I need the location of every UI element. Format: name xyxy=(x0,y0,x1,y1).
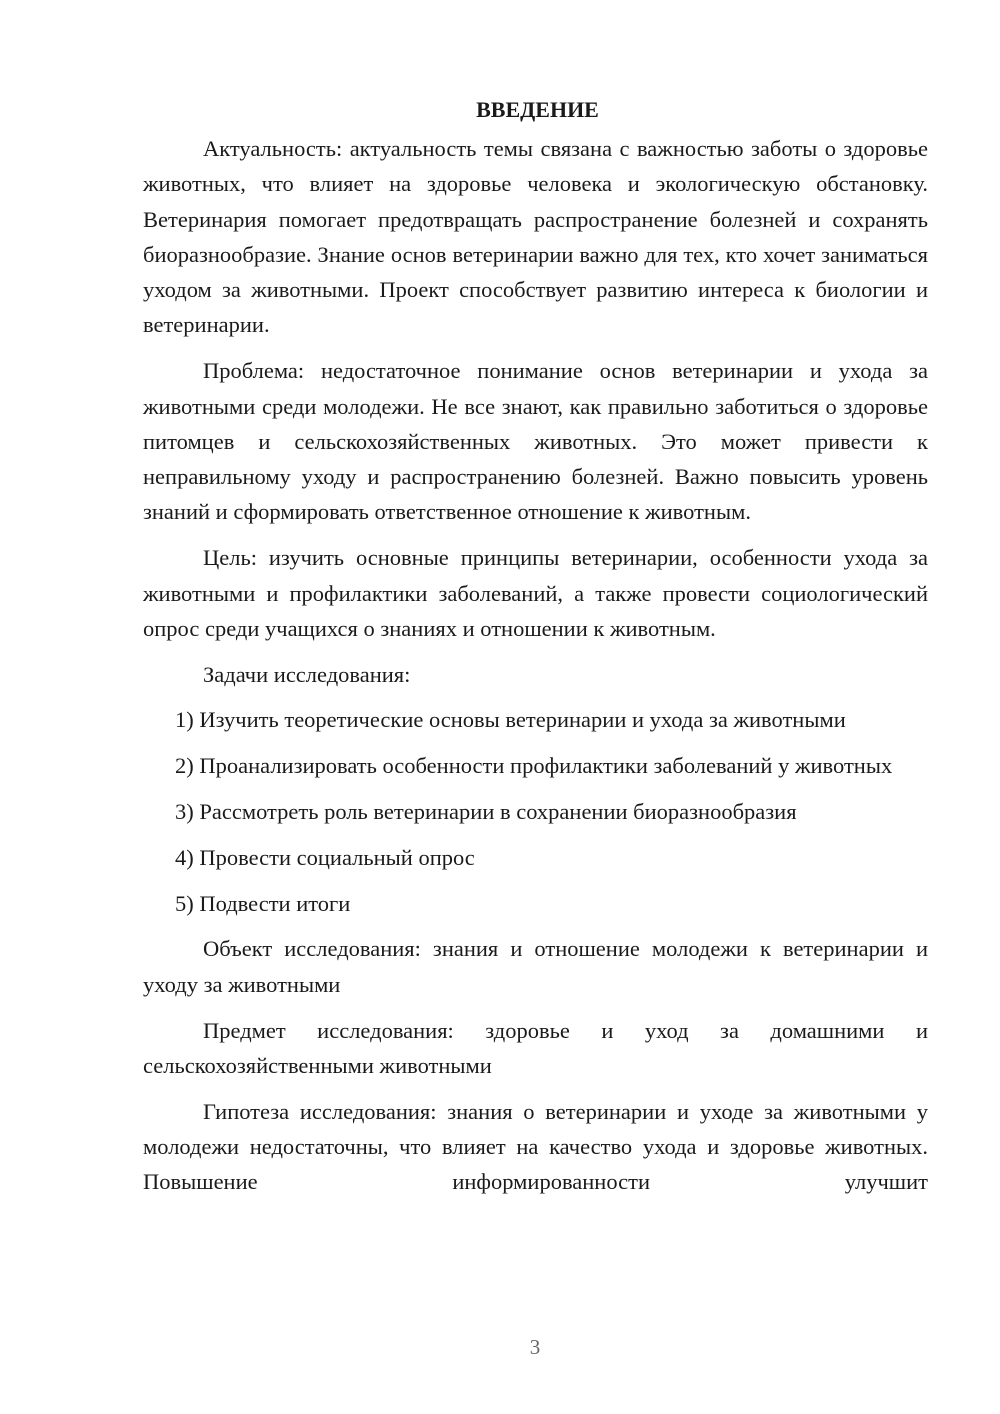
page-number: 3 xyxy=(529,1335,541,1359)
paragraph-problem: Проблема: недостаточное понимание основ ветеринарии и ухода за животными среди молодежи. Не все знают, как правильно заботиться о здоровье питомцев и сельскохозяйственных животных. Это может привести к неправильному уходу и распространению болезней. Важно повысить уровень знаний и сформировать ответственное отношение к животным. xyxy=(143,358,928,525)
task-item: 5) Подвести итоги xyxy=(175,890,351,916)
tasks-heading: Задачи исследования: xyxy=(203,661,411,687)
page-content xyxy=(143,92,928,1210)
paragraph-hypothesis: Гипотеза исследования: знания о ветеринарии и уходе за животными у молодежи недостаточны, что влияет на качество ухода и здоровье животных. Повышение информированности улучшит xyxy=(143,1098,928,1195)
paragraph-object: Объект исследования: знания и отношение молодежи к ветеринарии и уходу за животными xyxy=(143,936,928,997)
task-item: 1) Изучить теоретические основы ветеринарии и ухода за животными xyxy=(175,707,846,733)
paragraph-goal: Цель: изучить основные принципы ветеринарии, особенности ухода за животными и профилактики заболеваний, а также провести социологический опрос среди учащихся о знаниях и отношении к животным. xyxy=(143,545,928,641)
paragraph-relevance: Актуальность: актуальность темы связана с важностью заботы о здоровье животных, что влияет на здоровье человека и экологическую обстановку. Ветеринария помогает предотвращать распространение болезней и сохранять биоразнообразие. Знание основ ветеринарии важно для тех, кто хочет заниматься уходом за животными. Проект способствует развитию интереса к биологии и ветеринарии. xyxy=(143,136,928,338)
task-item: 2) Проанализировать особенности профилактики заболеваний у животных xyxy=(175,753,893,779)
section-title: ВВЕДЕНИЕ xyxy=(476,97,599,122)
task-item: 3) Рассмотреть роль ветеринарии в сохранении биоразнообразия xyxy=(175,799,797,825)
paragraph-subject: Предмет исследования: здоровье и уход за домашними и сельскохозяйственными животными xyxy=(143,1017,928,1078)
task-item: 4) Провести социальный опрос xyxy=(175,844,475,870)
